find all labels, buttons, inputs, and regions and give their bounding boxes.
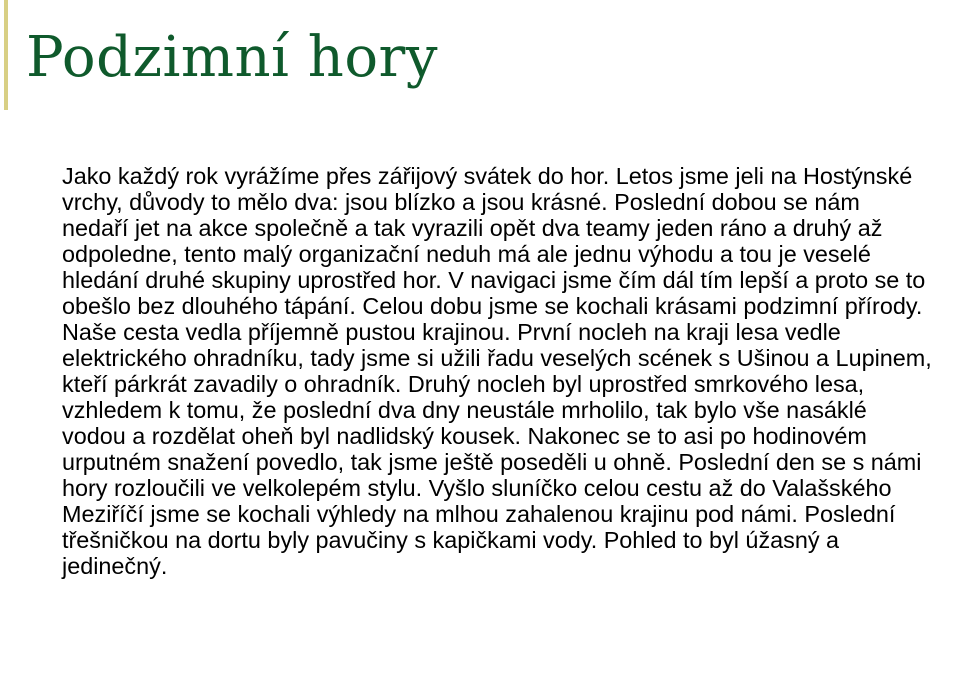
body-text: Jako každý rok vyrážíme přes zářijový svátek do hor. Letos jsme jeli na Hostýnské vrchy, důvody to mělo dva: jsou blízko a jsou krásné. Poslední dobou se nám nedaří jet na akce společně a tak vyrazili opět dva teamy jeden ráno a druhý až odpoledne, tento malý organizační neduh má ale jednu výhodu a tou je veselé hledání druhé skupiny uprostřed hor. V navigaci jsme čím dál tím lepší a proto se to obešlo bez dlouhého tápání. Celou dobu jsme se kochali krásami podzimní přírody. Naše cesta vedla příjemně pustou krajinou. První nocleh na kraji lesa vedle elektrického ohradníku, tady jsme si užili řadu veselých scének s Ušinou a Lupinem, kteří párkrát zavadily o ohradník. Druhý nocleh byl uprostřed smrkového lesa, vzhledem k tomu, že poslední dva dny neustále mrholilo, tak bylo vše nasáklé vodou a rozdělat oheň byl nadlidský kousek. Nakonec se to asi po hodinovém urputném snažení povedlo, tak jsme ještě poseděli u ohně. Poslední den se s námi hory rozloučili ve velkolepém stylu. Vyšlo sluníčko celou cestu až do Valašského Meziříčí jsme se kochali výhledy na mlhou zahalenou krajinu pod námi. Poslední třešničkou na dortu byly pavučiny s kapičkami vody. Pohled to byl úžasný a jedinečný. xyxy=(62,163,932,579)
slide-title: Podzimní hory xyxy=(26,25,438,90)
body-paragraph xyxy=(62,163,932,579)
title-accent-bar xyxy=(4,0,8,110)
